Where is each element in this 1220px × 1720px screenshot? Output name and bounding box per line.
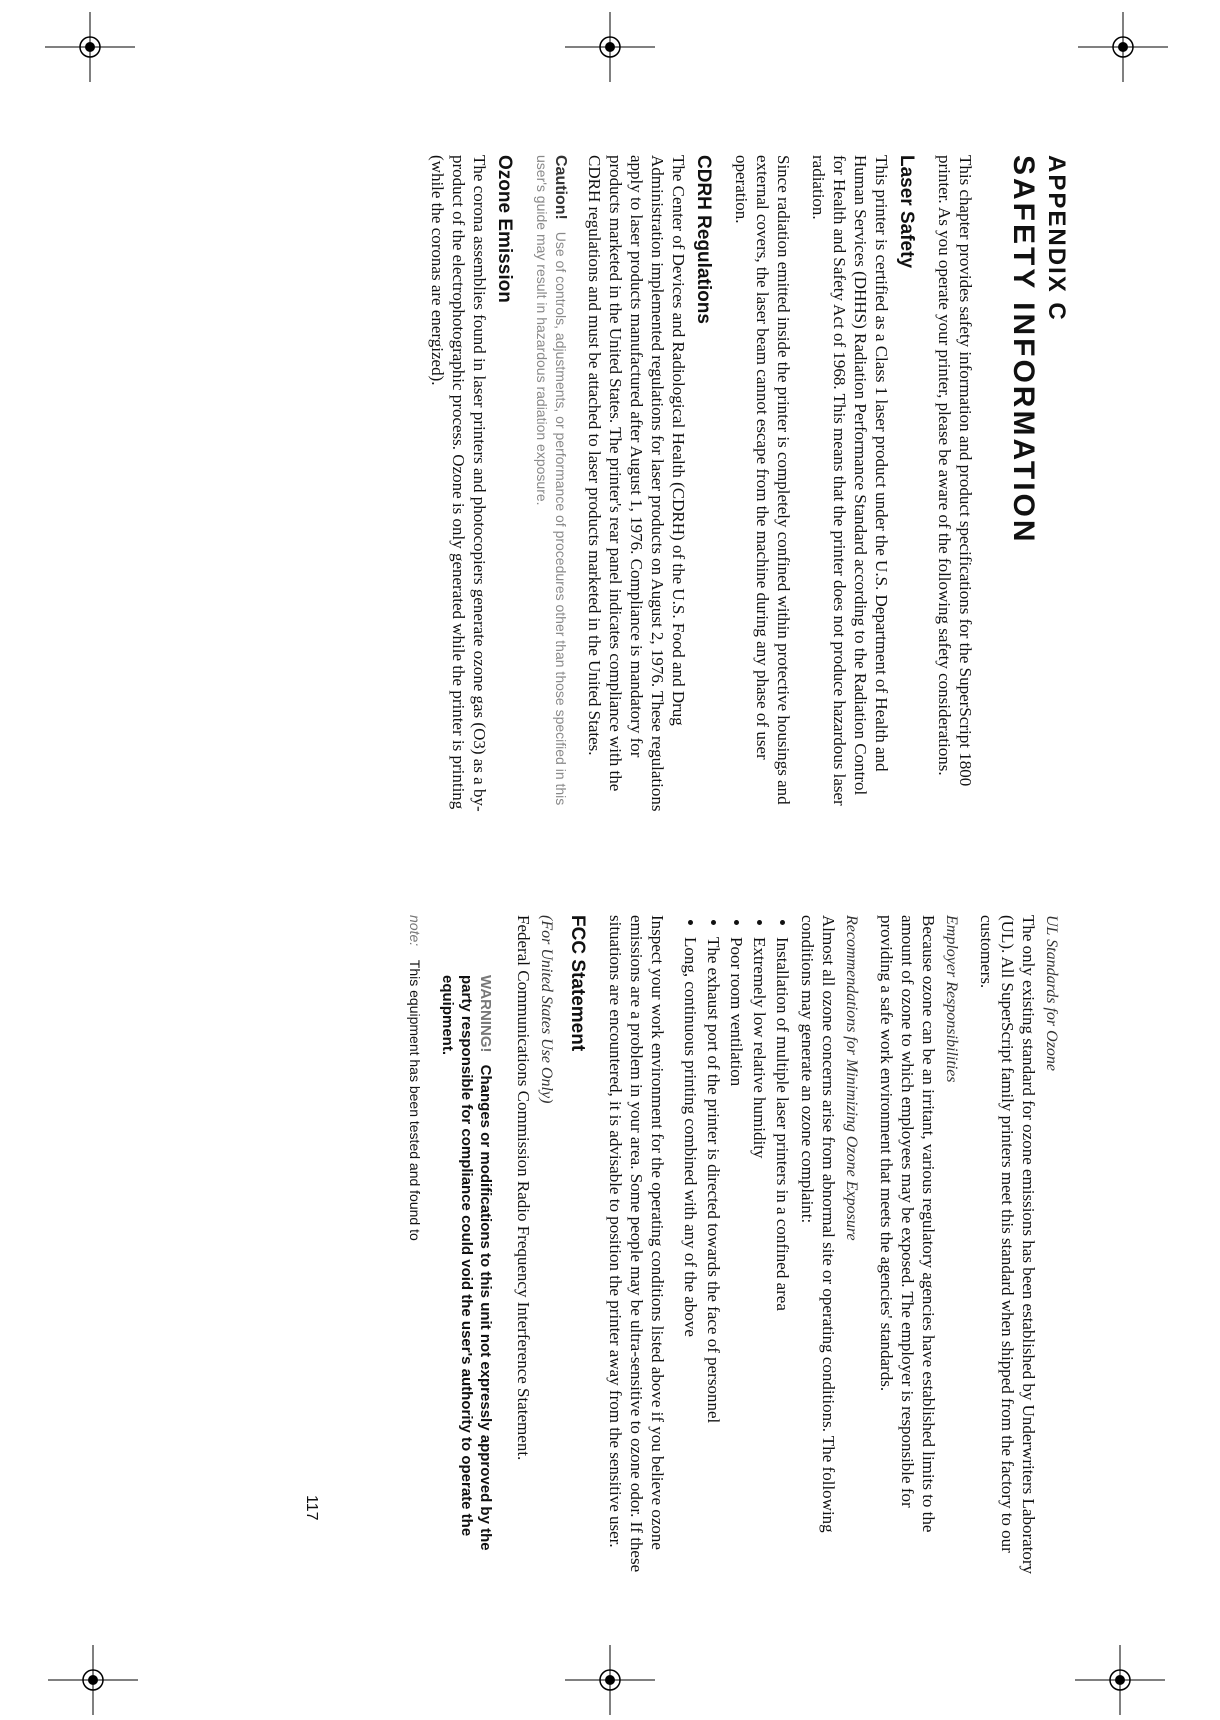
page-title: SAFETY INFORMATION bbox=[1007, 155, 1040, 545]
registration-mark-icon bbox=[565, 1645, 655, 1715]
ul-standards-heading: UL Standards for Ozone bbox=[1043, 915, 1060, 1072]
right-column bbox=[397, 915, 1070, 1575]
caution-text: Use of controls, adjustments, or performance of procedures other than those specified in this user's guide may result in hazardous radiation exposure. bbox=[534, 155, 569, 806]
ozone-emission-paragraph: The corona assemblies found in laser printers and photocopiers generate ozone gas (O3) as a by-product of the electrophotographic process. Ozone is only generated while the printer is printing (while the coronas are energized). bbox=[428, 155, 489, 812]
laser-safety-heading: Laser Safety bbox=[896, 155, 917, 269]
list-item: • Long, continuous printing combined with any of the above bbox=[680, 937, 701, 1575]
inspect-paragraph: Inspect your work environment for the operating conditions listed above if you believe ozone emissions are a problem in your area. Some people may be ultra-sensitive to ozone odor. If these situations are encountered, it is advisable to position the printer away from the sensitive user. bbox=[606, 915, 667, 1573]
caution-label: Caution! bbox=[552, 155, 569, 220]
fcc-paragraph: Federal Communications Commission Radio Frequency Interference Statement. bbox=[514, 915, 533, 1461]
list-item: • The exhaust port of the printer is directed towards the face of personnel bbox=[703, 937, 724, 1575]
fcc-heading: FCC Statement bbox=[567, 915, 588, 1052]
ozone-emission-heading: Ozone Emission bbox=[494, 155, 515, 303]
registration-mark-icon bbox=[565, 12, 655, 82]
list-item: • Installation of multiple laser printers in a confined area bbox=[772, 937, 793, 1575]
registration-mark-icon bbox=[1075, 1645, 1165, 1715]
note-label: note: bbox=[407, 915, 423, 947]
laser-containment-paragraph: Since radiation emitted inside the printer is completely confined within protective housings and external covers, the laser beam cannot escape from the machine during any phase of user operation. bbox=[732, 155, 793, 805]
cdrh-paragraph: The Center of Devices and Radiological Health (CDRH) of the U.S. Food and Drug Administration implemented regulations for laser products on August 2, 1976. These regulations apply to laser products manufactured after August 1, 1976. Compliance is mandatory for products marketed in the United States. The printer's rear panel indicates compliance with the CDRH regulations and must be attached to laser products marketed in the United States. bbox=[585, 155, 688, 812]
ul-standards-paragraph: The only existing standard for ozone emissions has been established by Underwriters Laboratory (UL). All SuperScript family printers meet this standard when shipped from the factory to our customers. bbox=[977, 915, 1038, 1575]
intro-paragraph: This chapter provides safety information and product specifications for the SuperScript 1800 printer. As you operate your printer, please be aware of the following safety considerations. bbox=[935, 155, 975, 787]
employer-heading: Employer Responsibilities bbox=[943, 915, 960, 1083]
registration-mark-icon bbox=[45, 12, 135, 82]
registration-mark-icon bbox=[1078, 12, 1168, 82]
fcc-note bbox=[405, 915, 424, 1575]
ozone-conditions-list bbox=[680, 915, 793, 1575]
appendix-label: APPENDIX C bbox=[1043, 155, 1070, 322]
recommendations-heading: Recommendations for Minimizing Ozone Exposure bbox=[843, 915, 860, 1241]
rotated-page bbox=[170, 155, 1070, 1575]
page-number: 117 bbox=[303, 1495, 320, 1521]
left-column bbox=[413, 155, 1070, 815]
note-text: This equipment has been tested and found to bbox=[407, 959, 423, 1241]
laser-safety-paragraph: This printer is certified as a Class 1 laser product under the U.S. Department of Health and Human Services (DHHS) Radiation Performance Standard according to the Radiation Control for Health and Safety Act of 1968. This means that the printer does not produce hazardous laser radiation. bbox=[809, 155, 891, 806]
warning-label: WARNING! bbox=[477, 975, 494, 1053]
caution-note bbox=[532, 155, 570, 815]
recommendations-paragraph: Almost all ozone concerns arise from abnormal site or operating conditions. The following conditions may generate an ozone complaint: bbox=[798, 915, 838, 1533]
warning-note bbox=[438, 975, 495, 1575]
registration-mark-icon bbox=[48, 1645, 138, 1715]
fcc-subheading: (For United States Use Only) bbox=[538, 915, 555, 1104]
list-item: • Poor room ventilation bbox=[726, 937, 747, 1575]
list-item: • Extremely low relative humidity bbox=[749, 937, 770, 1575]
warning-text: Changes or modifications to this unit not expressly approved by the party responsible for compliance could void the user's authority to operate the equipment. bbox=[439, 975, 494, 1551]
cdrh-heading: CDRH Regulations bbox=[693, 155, 714, 324]
employer-paragraph: Because ozone can be an irritant, various regulatory agencies have established limits to the amount of ozone to which employees may be exposed. The employer is responsible for providing a safe work environment that meets the agencies' standards. bbox=[877, 915, 938, 1533]
